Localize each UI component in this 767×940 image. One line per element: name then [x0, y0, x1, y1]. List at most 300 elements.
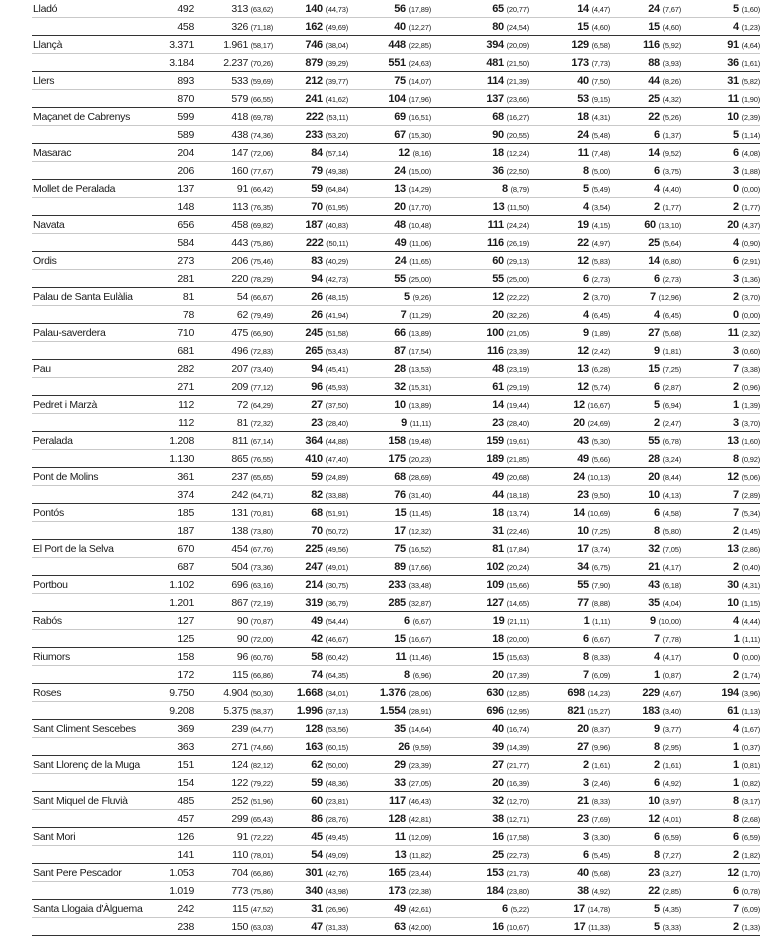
votes-cell: [194, 36, 273, 54]
party-4-cell: [529, 882, 610, 900]
table-row: [32, 522, 760, 540]
value: 21: [577, 794, 589, 807]
party-3-cell: [431, 630, 529, 648]
census-cell: 242: [162, 900, 194, 918]
percentage: (7,48): [591, 148, 610, 158]
party-2-cell: [348, 468, 431, 486]
value: 34: [577, 560, 589, 573]
party-1-cell: [273, 216, 348, 234]
party-2-cell: [348, 324, 431, 342]
percentage: (1,37): [662, 130, 681, 140]
percentage: (24,89): [325, 472, 348, 482]
census-cell: 1.019: [162, 882, 194, 900]
party-2-cell: [348, 828, 431, 846]
value: 12: [577, 344, 589, 357]
table-row: [32, 792, 760, 810]
votes-cell: [194, 630, 273, 648]
value: 96: [311, 380, 323, 393]
percentage: (1,88): [741, 166, 760, 176]
party-5-cell: [610, 54, 681, 72]
party-2-cell: [348, 414, 431, 432]
percentage: (9,15): [591, 94, 610, 104]
value: 10: [577, 524, 589, 537]
percentage: (66,86): [250, 670, 273, 680]
percentage: (4,32): [662, 94, 681, 104]
party-6-cell: [681, 504, 760, 522]
percentage: (5,92): [662, 40, 681, 50]
value: 17: [394, 524, 406, 537]
percentage: (21,85): [506, 454, 529, 464]
percentage: (11,65): [409, 256, 431, 266]
party-4-cell: [529, 180, 610, 198]
party-4-cell: [529, 270, 610, 288]
value: 7: [400, 308, 407, 321]
percentage: (7,25): [591, 526, 610, 536]
party-3-cell: [431, 252, 529, 270]
value: 4.904: [223, 686, 248, 699]
value: 222: [305, 236, 324, 249]
value: 54: [311, 848, 323, 861]
percentage: (13,74): [506, 508, 529, 518]
value: 62: [236, 308, 248, 321]
percentage: (8,37): [591, 724, 610, 734]
value: 6: [654, 506, 660, 519]
value: 61: [727, 704, 739, 717]
value: 83: [311, 254, 323, 267]
percentage: (11,45): [409, 508, 431, 518]
percentage: (0,78): [741, 886, 760, 896]
party-5-cell: [610, 288, 681, 306]
value: 82: [311, 488, 323, 501]
value: 3: [733, 416, 739, 429]
value: 6: [654, 128, 660, 141]
party-3-cell: [431, 126, 529, 144]
value: 237: [231, 470, 248, 483]
value: 32: [648, 542, 660, 555]
value: 6: [654, 776, 660, 789]
party-1-cell: [273, 36, 348, 54]
value: 1: [733, 758, 739, 771]
value: 20: [573, 416, 585, 429]
percentage: (40,29): [325, 256, 348, 266]
party-6-cell: [681, 54, 760, 72]
percentage: (2,73): [662, 274, 681, 284]
percentage: (5,80): [662, 526, 681, 536]
value: 10: [727, 596, 739, 609]
percentage: (28,06): [408, 688, 431, 698]
municipality-name: Sant Llorenç de la Muga: [32, 756, 162, 774]
votes-cell: [194, 540, 273, 558]
percentage: (7,05): [662, 544, 681, 554]
party-2-cell: [348, 666, 431, 684]
percentage: (28,76): [325, 814, 348, 824]
census-cell: 125: [162, 630, 194, 648]
value: 22: [577, 236, 589, 249]
value: 9: [654, 722, 660, 735]
value: 6: [733, 146, 739, 159]
party-5-cell: [610, 360, 681, 378]
votes-cell: [194, 594, 273, 612]
value: 5: [654, 920, 660, 933]
percentage: (46,43): [408, 796, 431, 806]
value: 364: [305, 434, 323, 447]
value: 87: [394, 344, 406, 357]
percentage: (29,19): [506, 382, 529, 392]
percentage: (24,54): [506, 22, 529, 32]
percentage: (23,39): [506, 346, 529, 356]
party-1-cell: [273, 702, 348, 720]
percentage: (6,09): [591, 670, 610, 680]
census-cell: 893: [162, 72, 194, 90]
value: 31: [727, 74, 739, 87]
percentage: (8,26): [662, 76, 681, 86]
percentage: (58,17): [250, 40, 273, 50]
value: 59: [311, 182, 323, 195]
percentage: (3,96): [741, 688, 760, 698]
value: 47: [311, 920, 323, 933]
percentage: (4,35): [662, 904, 681, 914]
percentage: (0,82): [741, 778, 760, 788]
party-1-cell: [273, 666, 348, 684]
value: 448: [388, 38, 406, 51]
value: 45: [311, 830, 323, 843]
party-4-cell: [529, 522, 610, 540]
value: 27: [577, 740, 589, 753]
value: 0: [733, 650, 739, 663]
table-body: [32, 0, 760, 936]
percentage: (11,33): [588, 922, 610, 932]
percentage: (0,92): [741, 454, 760, 464]
party-6-cell: [681, 414, 760, 432]
party-4-cell: [529, 126, 610, 144]
percentage: (3,70): [591, 292, 610, 302]
percentage: (3,33): [662, 922, 681, 932]
percentage: (4,60): [591, 22, 610, 32]
table-row: [32, 882, 760, 900]
party-2-cell: [348, 594, 431, 612]
value: 14: [492, 398, 504, 411]
party-3-cell: [431, 522, 529, 540]
census-cell: 870: [162, 90, 194, 108]
percentage: (79,49): [250, 310, 273, 320]
votes-cell: [194, 126, 273, 144]
party-4-cell: [529, 504, 610, 522]
party-1-cell: [273, 18, 348, 36]
party-4-cell: [529, 360, 610, 378]
party-1-cell: [273, 846, 348, 864]
party-5-cell: [610, 882, 681, 900]
votes-cell: [194, 666, 273, 684]
percentage: (15,31): [408, 382, 431, 392]
percentage: (15,30): [408, 130, 431, 140]
percentage: (60,76): [250, 652, 273, 662]
party-2-cell: [348, 720, 431, 738]
percentage: (4,37): [741, 220, 760, 230]
percentage: (64,71): [250, 490, 273, 500]
party-5-cell: [610, 666, 681, 684]
value: 2: [654, 758, 660, 771]
party-5-cell: [610, 396, 681, 414]
value: 24: [648, 2, 660, 15]
percentage: (4,44): [741, 616, 760, 626]
value: 91: [236, 182, 248, 195]
value: 4: [733, 236, 739, 249]
percentage: (23,44): [408, 868, 431, 878]
party-6-cell: [681, 810, 760, 828]
votes-cell: [194, 216, 273, 234]
percentage: (59,69): [250, 76, 273, 86]
value: 25: [648, 92, 660, 105]
municipality-name: [32, 198, 162, 216]
value: 21: [648, 560, 660, 573]
value: 31: [492, 524, 504, 537]
municipality-name: [32, 666, 162, 684]
party-6-cell: [681, 900, 760, 918]
value: 265: [305, 344, 323, 357]
percentage: (16,67): [408, 634, 431, 644]
value: 25: [648, 236, 660, 249]
value: 704: [231, 866, 248, 879]
value: 418: [231, 110, 248, 123]
value: 159: [486, 434, 504, 447]
party-2-cell: [348, 612, 431, 630]
value: 5: [583, 182, 589, 195]
value: 49: [311, 614, 323, 627]
votes-cell: [194, 324, 273, 342]
percentage: (28,91): [408, 706, 431, 716]
percentage: (53,20): [325, 130, 348, 140]
census-cell: 151: [162, 756, 194, 774]
party-3-cell: [431, 756, 529, 774]
value: 40: [577, 866, 589, 879]
census-cell: 3.184: [162, 54, 194, 72]
value: 49: [492, 470, 504, 483]
party-1-cell: [273, 792, 348, 810]
value: 147: [231, 146, 248, 159]
party-4-cell: [529, 36, 610, 54]
value: 115: [232, 902, 248, 915]
percentage: (6,09): [741, 904, 760, 914]
table-row: [32, 198, 760, 216]
value: 746: [305, 38, 323, 51]
census-cell: 273: [162, 252, 194, 270]
party-6-cell: [681, 360, 760, 378]
party-4-cell: [529, 540, 610, 558]
municipality-name: Llançà: [32, 36, 162, 54]
party-2-cell: [348, 126, 431, 144]
percentage: (73,80): [250, 526, 273, 536]
percentage: (72,83): [250, 346, 273, 356]
percentage: (23,81): [325, 796, 348, 806]
value: 43: [577, 434, 589, 447]
percentage: (18,18): [506, 490, 529, 500]
party-6-cell: [681, 324, 760, 342]
party-2-cell: [348, 36, 431, 54]
party-5-cell: [610, 270, 681, 288]
percentage: (77,67): [250, 166, 273, 176]
percentage: (45,93): [325, 382, 348, 392]
value: 6: [654, 272, 660, 285]
census-cell: 374: [162, 486, 194, 504]
percentage: (74,66): [250, 742, 273, 752]
percentage: (54,44): [325, 616, 348, 626]
percentage: (57,14): [325, 148, 348, 158]
party-1-cell: [273, 180, 348, 198]
municipality-name: [32, 630, 162, 648]
municipality-name: Palau-saverdera: [32, 324, 162, 342]
census-cell: 81: [162, 288, 194, 306]
value: 8: [583, 164, 589, 177]
party-3-cell: [431, 594, 529, 612]
census-cell: 154: [162, 774, 194, 792]
party-6-cell: [681, 36, 760, 54]
value: 91: [236, 830, 248, 843]
value: 100: [486, 326, 504, 339]
percentage: (39,77): [325, 76, 348, 86]
value: 32: [492, 794, 504, 807]
value: 75: [394, 542, 406, 555]
party-1-cell: [273, 108, 348, 126]
value: 18: [492, 506, 504, 519]
party-4-cell: [529, 252, 610, 270]
party-5-cell: [610, 918, 681, 936]
value: 158: [388, 434, 406, 447]
election-results-table: [32, 0, 760, 936]
value: 194: [721, 686, 739, 699]
percentage: (22,46): [506, 526, 529, 536]
percentage: (20,09): [506, 40, 529, 50]
percentage: (51,58): [325, 328, 348, 338]
party-4-cell: [529, 198, 610, 216]
value: 23: [492, 416, 504, 429]
percentage: (61,95): [325, 202, 348, 212]
party-2-cell: [348, 648, 431, 666]
value: 68: [311, 506, 323, 519]
value: 7: [733, 488, 739, 501]
votes-cell: [194, 360, 273, 378]
percentage: (78,01): [250, 850, 273, 860]
value: 91: [727, 38, 739, 51]
votes-cell: [194, 18, 273, 36]
party-4-cell: [529, 216, 610, 234]
percentage: (4,67): [662, 688, 681, 698]
votes-cell: [194, 684, 273, 702]
percentage: (7,25): [662, 364, 681, 374]
percentage: (5,83): [591, 256, 610, 266]
value: 55: [577, 578, 589, 591]
votes-cell: [194, 396, 273, 414]
value: 209: [231, 380, 248, 393]
percentage: (3,40): [662, 706, 681, 716]
value: 75: [394, 74, 406, 87]
party-4-cell: [529, 432, 610, 450]
value: 90: [492, 128, 504, 141]
table-row: [32, 594, 760, 612]
party-3-cell: [431, 702, 529, 720]
party-5-cell: [610, 378, 681, 396]
census-cell: 589: [162, 126, 194, 144]
value: 150: [231, 920, 248, 933]
value: 247: [305, 560, 323, 573]
percentage: (53,56): [325, 724, 348, 734]
value: 7: [733, 362, 739, 375]
value: 49: [394, 902, 406, 915]
value: 630: [486, 686, 504, 699]
party-5-cell: [610, 720, 681, 738]
percentage: (19,48): [408, 436, 431, 446]
percentage: (14,65): [506, 598, 529, 608]
table-row: [32, 0, 760, 18]
party-1-cell: [273, 414, 348, 432]
party-1-cell: [273, 900, 348, 918]
percentage: (1,33): [741, 922, 760, 932]
table-row: [32, 504, 760, 522]
party-2-cell: [348, 738, 431, 756]
value: 11: [577, 146, 589, 159]
party-4-cell: [529, 18, 610, 36]
party-6-cell: [681, 918, 760, 936]
value: 22: [648, 884, 660, 897]
value: 68: [492, 110, 504, 123]
percentage: (3,17): [741, 796, 760, 806]
party-4-cell: [529, 468, 610, 486]
party-3-cell: [431, 342, 529, 360]
percentage: (45,41): [325, 364, 348, 374]
party-1-cell: [273, 360, 348, 378]
municipality-name: [32, 54, 162, 72]
value: 114: [487, 74, 504, 87]
party-4-cell: [529, 792, 610, 810]
value: 1.996: [296, 704, 323, 717]
party-3-cell: [431, 414, 529, 432]
percentage: (20,77): [506, 4, 529, 14]
party-4-cell: [529, 414, 610, 432]
value: 35: [394, 722, 406, 735]
party-1-cell: [273, 522, 348, 540]
percentage: (3,24): [662, 454, 681, 464]
value: 458: [231, 218, 248, 231]
value: 5: [733, 128, 739, 141]
value: 811: [232, 434, 248, 447]
municipality-name: Navata: [32, 216, 162, 234]
value: 533: [231, 74, 248, 87]
party-3-cell: [431, 648, 529, 666]
percentage: (2,42): [591, 346, 610, 356]
party-4-cell: [529, 486, 610, 504]
percentage: (67,76): [250, 544, 273, 554]
percentage: (5,68): [662, 328, 681, 338]
party-3-cell: [431, 180, 529, 198]
census-cell: 656: [162, 216, 194, 234]
percentage: (10,69): [587, 508, 610, 518]
percentage: (1,45): [741, 526, 760, 536]
party-5-cell: [610, 216, 681, 234]
party-5-cell: [610, 900, 681, 918]
party-2-cell: [348, 756, 431, 774]
percentage: (49,01): [325, 562, 348, 572]
party-2-cell: [348, 378, 431, 396]
party-3-cell: [431, 216, 529, 234]
party-2-cell: [348, 630, 431, 648]
value: 20: [492, 668, 504, 681]
municipality-name: Sant Climent Sescebes: [32, 720, 162, 738]
party-2-cell: [348, 846, 431, 864]
value: 8: [654, 848, 660, 861]
votes-cell: [194, 900, 273, 918]
value: 89: [394, 560, 406, 573]
party-2-cell: [348, 702, 431, 720]
party-3-cell: [431, 306, 529, 324]
